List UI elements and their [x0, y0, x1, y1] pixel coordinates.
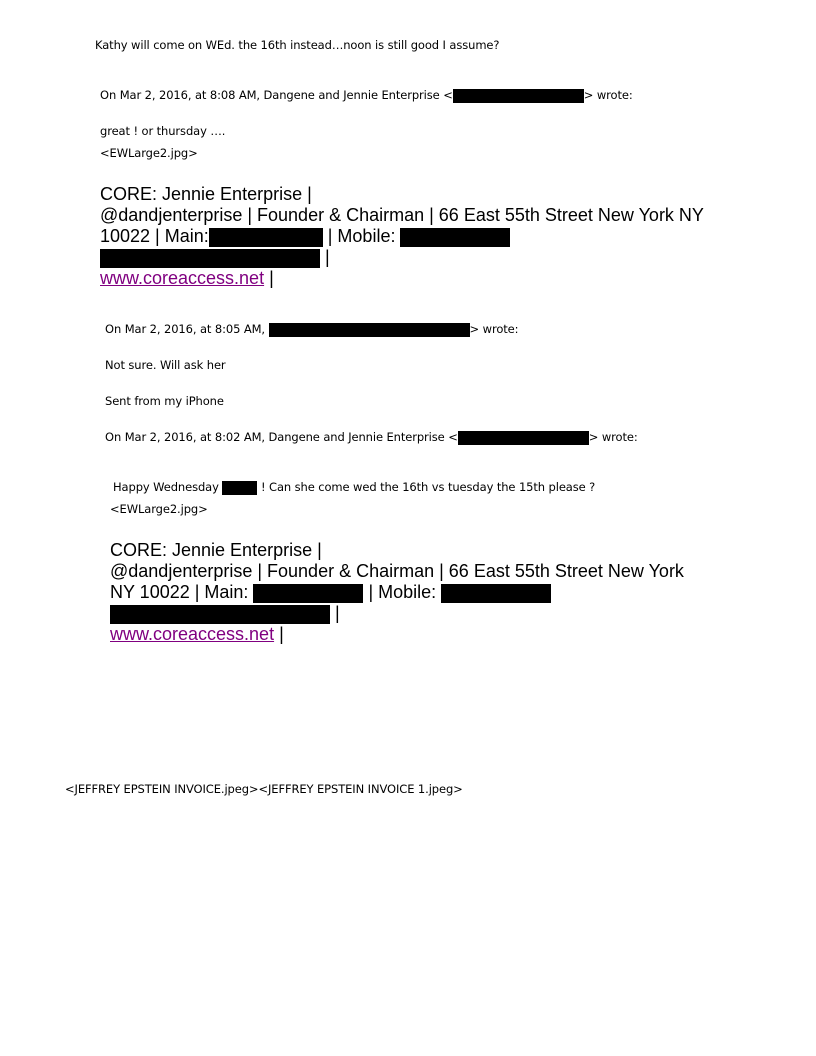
attachments-line[interactable]: <JEFFREY EPSTEIN INVOICE.jpeg><JEFFREY EPSTEIN INVOICE 1.jpeg> — [65, 782, 463, 796]
coreaccess-link[interactable]: www.coreaccess.net — [100, 268, 265, 288]
reply3-header-prefix: On Mar 2, 2016, at 8:02 AM, Dangene and Jennie Enterprise < — [105, 430, 458, 444]
reply3-header — [105, 430, 638, 445]
reply1-sig-line3 — [100, 226, 510, 247]
reply1-header-prefix: On Mar 2, 2016, at 8:08 AM, Dangene and Jennie Enterprise < — [100, 88, 453, 102]
redaction-block — [110, 605, 330, 624]
sig-mobile-label: | Mobile: — [322, 226, 401, 246]
reply3-attachment[interactable]: <EWLarge2.jpg> — [110, 502, 208, 516]
sig-pipe: | — [320, 247, 330, 267]
reply3-sig-line3 — [110, 582, 551, 603]
reply1-sig-line5 — [100, 268, 274, 289]
reply1-body: great ! or thursday …. — [100, 124, 226, 138]
reply3-body — [113, 480, 595, 495]
reply3-header-suffix: > wrote: — [588, 430, 638, 444]
redaction-block — [222, 481, 257, 495]
sig-main-label: 10022 | Main: — [100, 226, 209, 246]
redaction-block — [269, 323, 470, 337]
reply1-header-suffix: > wrote: — [583, 88, 633, 102]
redaction-block — [400, 228, 510, 247]
reply3-body-prefix: Happy Wednesday — [113, 480, 223, 494]
reply3-sig-line4 — [110, 603, 340, 624]
redaction-block — [441, 584, 551, 603]
reply2-header-prefix: On Mar 2, 2016, at 8:05 AM, — [105, 322, 269, 336]
sig-mobile-label: | Mobile: — [363, 582, 442, 602]
reply3-sig-line5 — [110, 624, 284, 645]
reply1-sig-line1: CORE: Jennie Enterprise | — [100, 184, 312, 204]
redaction-block — [253, 584, 363, 603]
reply3-body-suffix: ! Can she come wed the 16th vs tuesday the 15th please ? — [257, 480, 596, 494]
redaction-block — [458, 431, 589, 445]
reply3-sig-line2: @dandjenterprise | Founder & Chairman | 66 East 55th Street New York — [110, 561, 684, 581]
reply1-sig-line4 — [100, 247, 330, 268]
reply1-attachment[interactable]: <EWLarge2.jpg> — [100, 146, 198, 160]
reply2-sent-from: Sent from my iPhone — [105, 394, 224, 408]
reply1-header — [100, 88, 633, 103]
redaction-block — [209, 228, 323, 247]
sig-pipe: | — [330, 603, 340, 623]
redaction-block — [100, 249, 320, 268]
reply2-body: Not sure. Will ask her — [105, 358, 226, 372]
reply2-header-suffix: > wrote: — [469, 322, 519, 336]
reply1-sig-line2: @dandjenterprise | Founder & Chairman | 66 East 55th Street New York NY — [100, 205, 704, 225]
reply3-sig-line1: CORE: Jennie Enterprise | — [110, 540, 322, 560]
sig-link-pipe: | — [274, 624, 284, 644]
sig-main-label: NY 10022 | Main: — [110, 582, 254, 602]
top-message: Kathy will come on WEd. the 16th instead…noon is still good I assume? — [95, 38, 500, 52]
redaction-block — [453, 89, 584, 103]
reply2-header — [105, 322, 518, 337]
sig-link-pipe: | — [264, 268, 274, 288]
coreaccess-link[interactable]: www.coreaccess.net — [110, 624, 275, 644]
